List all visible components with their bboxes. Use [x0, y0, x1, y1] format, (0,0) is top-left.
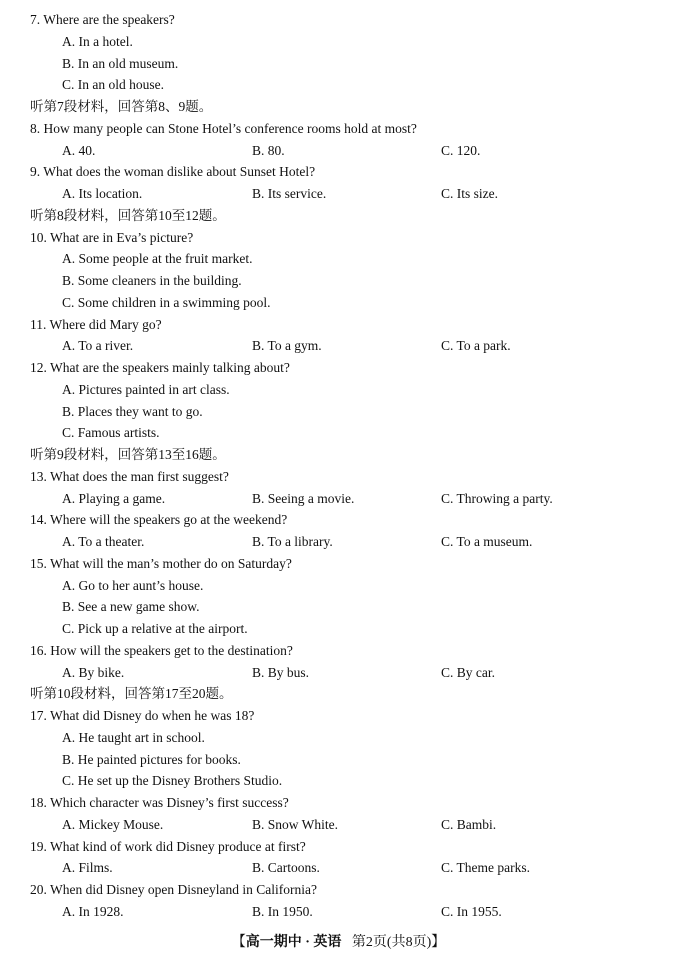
answer-option: A. Playing a game.: [62, 490, 166, 506]
answer-option: A. In a hotel.: [62, 33, 133, 49]
question-text: 15. What will the man’s mother do on Saturday?: [30, 555, 292, 571]
answer-option: B. To a gym.: [252, 338, 322, 354]
section-instruction: [0, 444, 677, 466]
options-row: [0, 74, 677, 96]
answer-option: C. Its size.: [441, 186, 498, 201]
options-row: [0, 422, 677, 444]
section-instruction-text: 听第7段材料，回答第8、9题。: [30, 99, 213, 114]
section-instruction-text: 听第10段材料，回答第17至20题。: [30, 686, 233, 702]
answer-option: A. Pictures painted in art class.: [62, 381, 230, 397]
answer-option: C. To a museum.: [441, 534, 533, 549]
answer-option: A. Go to her aunt’s house.: [62, 577, 204, 593]
answer-option: A. Films.: [62, 860, 113, 876]
question-stem: [0, 466, 677, 488]
section-instruction-text: 听第9段材料，回答第13至16题。: [30, 447, 226, 462]
question-stem: [0, 161, 677, 183]
answer-option: A. 40.: [62, 142, 96, 158]
answer-option: C. Famous artists.: [62, 425, 160, 441]
question-text: 19. What kind of work did Disney produce at first?: [30, 838, 306, 854]
options-row: [0, 140, 677, 162]
section-instruction: [0, 96, 677, 118]
section-instruction: [0, 205, 677, 227]
answer-option: B. Snow White.: [252, 816, 339, 832]
question-stem: [0, 357, 677, 379]
options-row: [0, 488, 677, 510]
question-stem: [0, 227, 677, 249]
answer-option: C. Theme parks.: [441, 860, 530, 876]
options-row: [0, 814, 677, 836]
answer-option: C. Throwing a party.: [441, 490, 553, 506]
footer-course: 高一期中 · 英语: [245, 935, 342, 950]
question-stem: [0, 792, 677, 814]
answer-option: C. He set up the Disney Brothers Studio.: [62, 773, 283, 789]
section-instruction-text: 听第8段材料，回答第10至12题。: [30, 207, 226, 223]
options-row: [0, 270, 677, 292]
answer-option: C. To a park.: [441, 338, 511, 354]
options-row: [0, 857, 677, 879]
question-stem: [0, 118, 677, 140]
options-row: [0, 618, 677, 640]
options-row: [0, 183, 677, 205]
question-stem: [0, 640, 677, 662]
answer-option: A. Some people at the fruit market.: [62, 251, 253, 267]
options-row: [0, 662, 677, 684]
answer-option: B. Cartoons.: [252, 860, 320, 876]
question-text: 13. What does the man first suggest?: [30, 468, 229, 484]
question-stem: [0, 9, 677, 31]
question-text: 16. How will the speakers get to the destination?: [30, 642, 293, 658]
answer-option: B. In 1950.: [252, 903, 313, 919]
options-row: [0, 53, 677, 75]
footer-page-number: 第2页(共8页): [351, 935, 432, 950]
answer-option: A. Mickey Mouse.: [62, 816, 164, 832]
options-row: [0, 901, 677, 923]
answer-option: C. Bambi.: [441, 816, 497, 832]
answer-option: C. Pick up a relative at the airport.: [62, 621, 248, 636]
question-text: 14. Where will the speakers go at the weekend?: [30, 512, 288, 528]
question-text: 18. Which character was Disney’s first success?: [30, 795, 289, 810]
options-row: [0, 596, 677, 618]
answer-option: C. In 1955.: [441, 903, 502, 919]
answer-option: B. Its service.: [252, 186, 327, 201]
options-row: [0, 31, 677, 53]
options-row: [0, 531, 677, 553]
answer-option: C. Some children in a swimming pool.: [62, 294, 271, 310]
question-stem: [0, 879, 677, 901]
question-stem: [0, 314, 677, 336]
footer-bracket-open: 【: [231, 935, 246, 950]
question-stem: [0, 705, 677, 727]
answer-option: C. In an old house.: [62, 77, 164, 93]
answer-option: B. Seeing a movie.: [252, 490, 355, 506]
question-text: 20. When did Disney open Disneyland in California?: [30, 882, 317, 897]
answer-option: B. Places they want to go.: [62, 403, 203, 419]
answer-option: C. 120.: [441, 142, 481, 158]
page-footer: [0, 932, 677, 954]
answer-option: A. He taught art in school.: [62, 729, 205, 745]
answer-option: A. To a river.: [62, 338, 134, 354]
options-row: [0, 770, 677, 792]
section-instruction: [0, 683, 677, 705]
options-row: [0, 749, 677, 771]
question-text: 7. Where are the speakers?: [30, 12, 175, 27]
question-text: 10. What are in Eva’s picture?: [30, 229, 194, 245]
options-row: [0, 248, 677, 270]
question-text: 9. What does the woman dislike about Sunset Hotel?: [30, 164, 316, 180]
answer-option: B. He painted pictures for books.: [62, 751, 241, 767]
answer-option: C. By car.: [441, 664, 495, 680]
answer-option: B. Some cleaners in the building.: [62, 273, 242, 288]
options-row: [0, 727, 677, 749]
question-stem: [0, 509, 677, 531]
answer-option: A. In 1928.: [62, 903, 124, 919]
answer-option: B. In an old museum.: [62, 55, 179, 71]
answer-option: A. To a theater.: [62, 534, 145, 549]
answer-option: B. By bus.: [252, 664, 310, 680]
question-stem: [0, 553, 677, 575]
options-row: [0, 292, 677, 314]
question-text: 17. What did Disney do when he was 18?: [30, 708, 255, 723]
answer-option: B. See a new game show.: [62, 599, 200, 615]
question-text: 11. Where did Mary go?: [30, 316, 162, 332]
options-row: [0, 335, 677, 357]
answer-option: B. 80.: [252, 142, 285, 158]
question-text: 8. How many people can Stone Hotel’s conference rooms hold at most?: [30, 120, 417, 136]
answer-option: B. To a library.: [252, 534, 333, 549]
answer-option: A. Its location.: [62, 186, 143, 201]
question-text: 12. What are the speakers mainly talking about?: [30, 360, 290, 375]
options-row: [0, 401, 677, 423]
options-row: [0, 379, 677, 401]
options-row: [0, 575, 677, 597]
footer-bracket-close: 】: [431, 935, 446, 950]
answer-option: A. By bike.: [62, 664, 125, 680]
question-stem: [0, 836, 677, 858]
